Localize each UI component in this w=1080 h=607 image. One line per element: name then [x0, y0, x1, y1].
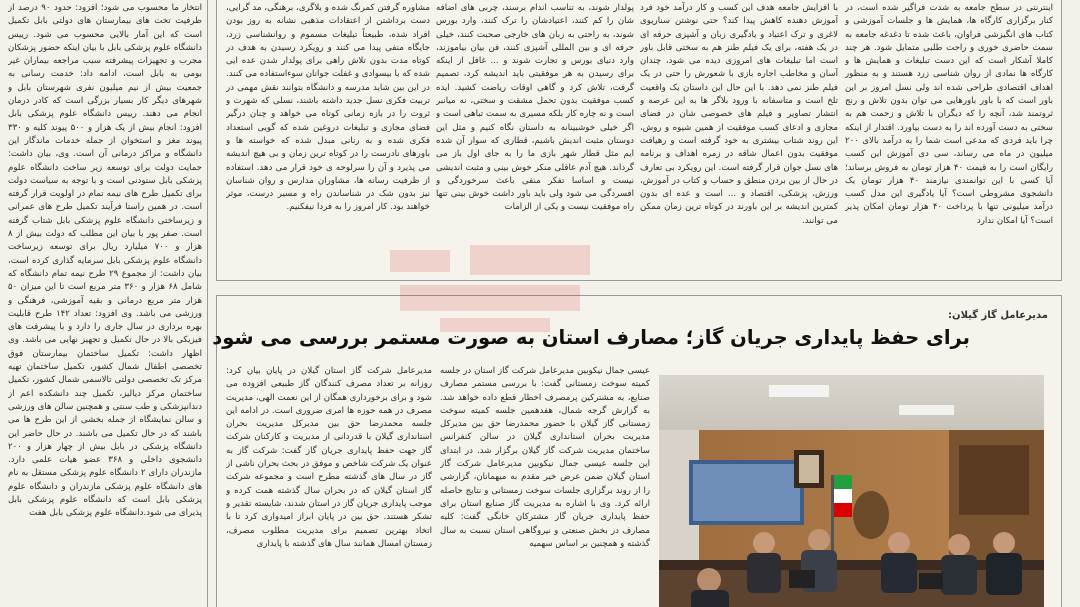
- top-col-1: اینترنتی در سطح جامعه به شدت فراگیر شده است، در کنار برگزاری کارگاه ها، همایش ها و جلسات آموزشی و کتاب های انگیزشی فراوان، باعث شده تا دغدغه جامعه به سمت حاضری خوری و راحت طلبی متمایل شود. هر چند کاملا آشکار است که این دست تبلیغات و همایش ها و کارگاه ها نمادی از روان شناسی زرد هستند و به منظور اهداف اقتصادی طراحی شده اند ولی نسل امروز بر این باور است که با باور باورهایی می توان بدون تلاش و رنج ثروتمند شد، آنچه را که دیگران با تلاش و زحمت هم به سختی به دست آورده اند را به دست بیاورد. اقتدار از اینکه چرا باید فردی که مدعی است شما را به درآمد بالای ۲۰۰ میلیون در ماه می رساند، سی دی آموزش این کسب رایگان است را به قیمت ۴۰ هزار تومان به فروش برساند؛ آیا کسی با این توانمندی نیازمند ۴۰ هزار تومان یک دانشجوی مشروطی است؟ آیا یادگیری این مدل کسب درآمد میلیونی تنها با پرداخت ۴۰ هزار تومان امکان پذیر است؟ آیا امکان ندارد: [845, 3, 1053, 226]
- meeting-photo-illustration: [659, 375, 1044, 607]
- article-col-left: مدیرعامل شرکت گاز استان گیلان در پایان بیان کرد: روزانه بر تعداد مصرف کنندگان گاز طبیعی افزوده می شود و برای برخورداری همگان از این نعمت الهی، مدیریت مصرف در همه حوزه ها امری ضروری است. در ادامه این جلسه محمدرضا حق بین مدیرکل مدیریت بحران استانداری گیلان با قدردانی از مدیریت و کارکنان شرکت گاز جهت حفظ پایداری جریان گاز گفت: شرکت گاز به عنوان یک شرکت شاخص و موفق در بحث بحران ناشی از گاز در سال های گذشته مطرح است و مجموعه شرکت گاز استان گیلان که در بحران سال گذشته همت کرده و موجب پایداری جریان گاز در استان شدند، شایسته تقدیر و تشکر هستند. حق بین در پایان ابراز امیدواری کرد تا با اتخاذ بهترین تصمیم برای مدیریت مطلوب مصرف، زمستان امسال همانند سال های گذشته با پایداری: [226, 366, 432, 549]
- top-col-2: با افزایش جامعه هدف این کسب و کار درآمد خود فرد آموزش دهنده کاهش پیدا کند؟ حتی نوشتن سناریوی لاغری و ترک اعتیاد و یادگیری زبان و آشپزی حرفه ای در یک هفته، برای یک فیلم طنز هم به سختی قابل باور است اما تبلیغات های امروزی دیده می شود، چندان آسان و مخاطب اجاره بازی با شعورش را حتی در یک فیلم طنز نمی دهد. با این حال این داستان یک واقعیت تلخ است و متاسفانه با ورود بلاگر ها به این عرصه و انتشار تصاویر و فیلم های خصوصی شان در فضای مجازی و ادعای کسب موفقیت از همین شیوه و روش، این روند شتاب بیشتری به خود گرفته است و رهیافت موفقیت بدون اعمال شاقه در زمره اهداف و برنامه های نسل جوان قرار گرفته است. این رویکرد بی تعارف در حال از بین بردن منطق و حساب و کتاب در آموزش، ورزش، پزشکی، اقتصاد و ... است و عده ای بدون کمترین اندیشه بر این باورند در کوتاه ترین زمان ممکن می توانند.: [640, 3, 838, 226]
- article-headline: برای حفظ پایداری جریان گاز؛ مصارف استان به صورت مستمر بررسی می شود: [212, 326, 970, 349]
- article-col-right: عیسی جمال نیکوبین مدیرعامل شرکت گاز استان در جلسه کمیته سوخت زمستانی گفت: با بررسی مستمر مصارف صنایع، به مشترکین پرمصرف اخطار قطع داده خواهد شد. به گزارش گرجه شمال، هفدهمین جلسه کمیته سوخت زمستانی گاز گیلان با حضور محمدرضا حق بین مدیرکل مدیریت بحران استانداری گیلان در سالن کنفرانس ساختمان مدیریت شرکت گاز گیلان برگزار شد. در ابتدای این جلسه عیسی جمال نیکوبین مدیرعامل شرکت گاز استان گیلان ضمن عرض خیر مقدم به میهمانان، گزارشی را از روند برگزاری جلسات سوخت زمستانی و نتایج حاصله ارائه کرد. وی با اشاره به مدیریت گاز صنایع استان برای حفظ پایداری جریان گاز مشترکان خانگی گفت: کلیه مصارف در بخش صنعتی و نیروگاهی استان نسبت به سال گذشته و همچنین بر اساس سهمیه: [440, 366, 650, 549]
- top-col-3: پولدار شوند، به تناسب اندام برسند، چربی های اضافه شان را کم کنند، اعتیادشان را ترک کنند، وارد بورس شوند، به راحتی به زبان های خارجی صحبت کنند، خیلی حرفه ای و بین المللی آشپزی کنند، فن بیان بیاموزند، وارد دنیای بورس و تجارت شوند و ... غافل از اینکه برای رسیدن به هر موفقیتی باید اندیشه کرد، تصمیم گرفت، تلاش کرد و گاهی اوقات ریاضت کشید. ایده کسب موفقیت بدون تحمل مشقت و سختی، نه میانبر است و نه چاره کار بلکه مسیری به سمت تباهی است و اگر خیلی خوشبینانه به داستان نگاه کنیم و مثل این دوستان مثبت اندیش باشیم، قطاری که سوار آن شده ایم مثل قطار شهر بازی ما را به جای اول باز می گرداند. هیچ آدم عاقلی منکر خوش بینی و مثبت اندیشی نیست و اساسا تفکر منفی باعث سرخوردگی و افسردگی می شود ولی باید باور داشت خوش بینی تنها راه موفقیت نیست و یکی از الزامات: [436, 3, 634, 213]
- left-article-strip: [0, 0, 208, 607]
- left-article-text: انتخار ما محسوب می شود؛ افزود: حدود ۹۰ درصد از ظرفیت تخت های بیمارستان های دولتی بابل تکمیل است که این آمار بالایی محسوب می شود. رییس دانشگاه علوم پزشکی بابل با بیان اینکه حضور پزشکان مجرب و تجهیزات پیشرفته سبب مراجعه بیماران غیر بومی به بابل است، ادامه داد: خدمت رسانی به جمعیت بیش از نیم میلیون نفری شهرستان بابل و شهرهای دیگر کار بسیار بزرگی است که کادر درمان انجام می دهند. رییس دانشگاه علوم پزشکی بابل افزود: انجام بیش از یک هزار و ۵۰۰ پیوند کلیه و ۳۳۰ پیوند مغز و استخوان از جمله خدمات ماندگار این دانشگاه و مراکز درمانی آن است. وی، بیان داشت: حمایت دولت برای توسعه زیر ساخت دانشگاه علوم پزشکی بابل ستودنی است و با توجه به سیاست دولت برای تکمیل طرح های نیمه تمام در اولویت قرار گرفته است. در همین راستا فرآیند تکمیل طرح های عمرانی و زیرساختی دانشگاه علوم پزشکی بابل شتاب گرفته است. صفر پور با بیان این مطلب که دولت بیش از ۸ هزار و ۷۰۰ میلیارد ریال برای توسعه زیرساخت دانشگاه علوم پزشکی بابل سرمایه گذاری کرده است، بیان داشت: از مجموع ۲۹ طرح نیمه تمام دانشگاه که شامل ۶۸ هزار و ۳۶۰ متر مربع است تا این میزان ۵۰ هزار متر مربع درمانی و بقیه آموزشی، فرهنگی و ورزشی می باشد. وی افزود: تعداد ۱۴۲ طرح قابلیت بهره برداری در سال جاری را دارد و با پیشرفت های فیزیکی بالا در حال تکمیل و تجهیز نهایی می باشد. وی اظهار داشت: تکمیل ساختمان بیمارستان فوق تخصصی اطفال شمال کشور، تکمیل ساختمان تهیه مرکز تک تخصصی دولتی تالاسمی شمال کشور، تکمیل ساختمان مرکز دیالیز، تکمیل چند دانشکده اعم از دندانپزشکی و طب سنتی و همچنین سالن های ورزشی و سالن نمایشگاه از جمله بخشی از این طرح ها می باشند که در حال تکمیل می باشند. در حال حاضر این دانشگاه پزشکی در بابل بیش از چهار هزار و ۲۰۰ دانشجوی داخلی و ۳۶۸ عضو هیات علمی دارد. مازندران دارای ۲ دانشگاه علوم پزشکی مستقل به نام های دانشگاه علوم پزشکی مازندران و دانشگاه علوم پزشکی بابل است که دانشگاه علوم پزشکی بابل پذیرای می شود.دانشگاه علوم پزشکی بابل هفت: [8, 3, 202, 519]
- article-kicker: مدیرعامل گاز گیلان:: [948, 310, 1048, 321]
- top-col-4: مشاوره گرفتن کمرنگ شده و بلاگری، برهنگی، مد گرایی، دست برداشتن از اعتقادات مذهبی نشانه به روز بودن افراد شده، طبیعتاً تبلیغات مسموم و روانشناسی زرد، جایگاه منفی پیدا می کنند و رویکرد رسیدن به هدف در کوتاه مدت بدون تلاش راهی برای پولدار شدن عده ایی شده که با بیسوادی و غفلت جوانان سوءاستفاده می کنند. در این بین شاید مدرسه و دانشگاه بتوانند نقش مهمی در تربیت فکری نسل جدید داشته باشند، نسلی که شهرت و ثروت را در بازه زمانی کوتاه می خواهد و چنان درگیر فضای مجازی و تبلیغات دروغین شده که گویی استعداد فکری شده و به رنانی مبدل شده که خواسته ها و باورهای نادرست را در کوتاه ترین زمان و بی هیچ اندیشه می پذیرد و آن را سرلوحه ی خود قرار می دهد. استفاده از ظرفیت رسانه ها، مشاوران مدارس و روان شناسان نیز بدون شک در شناساندن راه و مسیر درست، موثر خواهند بود. کار امروز را به فردا نیفکنیم.: [226, 3, 430, 213]
- meeting-photo: [659, 375, 1044, 607]
